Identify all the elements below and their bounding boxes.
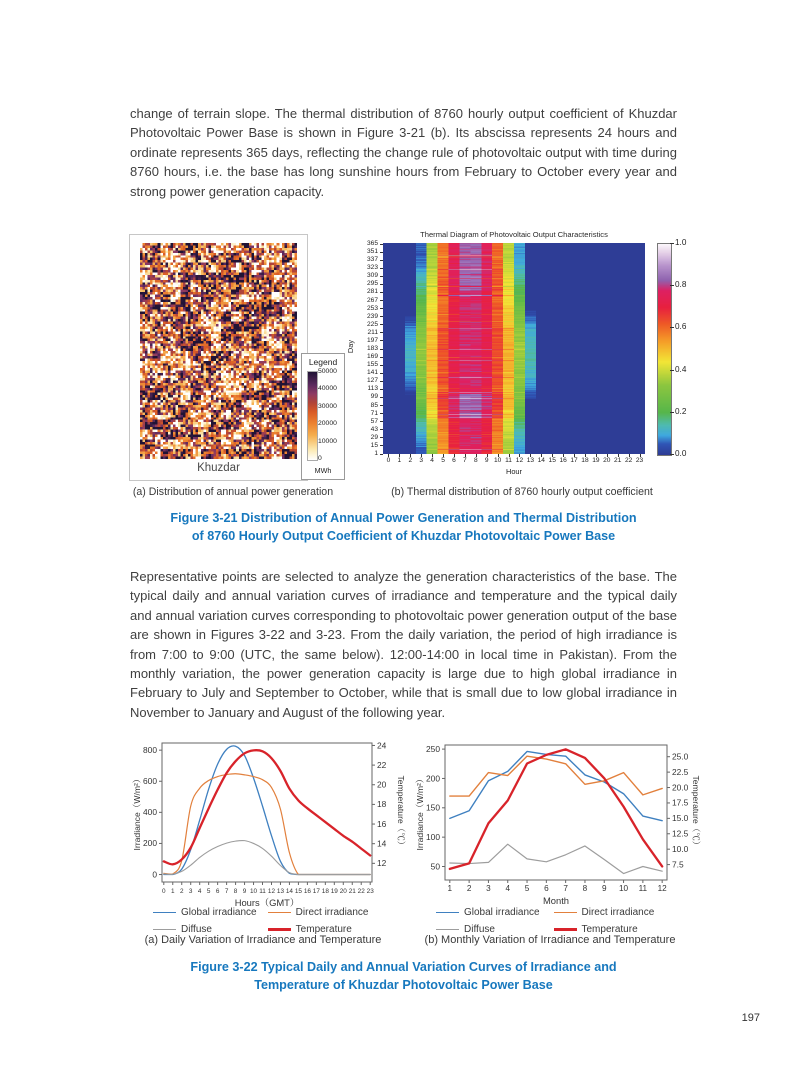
heatmap-colorbar-tick: 1.0 (675, 238, 687, 247)
x-tick-label: 8 (582, 884, 588, 893)
heatmap-x-tickmark (421, 454, 422, 457)
paragraph-representative-points: Representative points are selected to analyze the generation characteristics of the base. The typical daily and annual variation curves of irradiance and temperature and the typical daily and annual variation curves corresponding to photovoltaic power generation output of the base are shown in Figures 3-22 and 3-23. From the daily variation, the period of high irradiance is from 7:00 to 9:00 (UTC, the same below). 12:00-14:00 in local time in Pakistan). From the monthly variation, the power generation capacity is large due to high global irradiance in February to July and September to October, while that is small due to low global irradiance in November to January and August of the following year. (130, 569, 677, 720)
right-tick-label: 12 (377, 858, 387, 869)
heatmap-y-tick: 197 (366, 336, 378, 344)
legend-label: Direct irradiance (295, 907, 369, 918)
map-legend (301, 353, 345, 480)
heatmap-y-tickmark (380, 308, 383, 309)
heatmap-x-tickmark (519, 454, 520, 457)
x-tick-label: 12 (267, 888, 276, 895)
legend-swatch (436, 912, 459, 914)
heatmap-x-tick: 18 (581, 457, 589, 464)
monthly-variation-chart (413, 735, 701, 907)
x-tick-label: 15 (294, 888, 302, 895)
heatmap-y-tickmark (380, 373, 383, 374)
x-tick-label: 4 (505, 884, 511, 893)
heatmap-y-tickmark (380, 332, 383, 333)
right-tick-label: 15.0 (672, 813, 689, 824)
x-tick-label: 2 (179, 888, 184, 895)
left-tick-label: 400 (143, 807, 157, 818)
paragraph-terrain-slope: change of terrain slope. The thermal distribution of 8760 hourly output coefficient of Khuzdar Photovoltaic Power Base is shown in Figure 3-21 (b). Its abscissa represents 24 hours and ordinate represents 365 days, reflecting the change rule of photovoltaic output with time during 8760 hours, i.e. the base has long sunshine hours from February to October every year and strong power generation capacity. (130, 106, 677, 199)
subcaption-b-fig321: (b) Thermal distribution of 8760 hourly output coefficient (391, 486, 653, 498)
legend-item-global-irradiance (153, 907, 268, 918)
heatmap-x-tickmark (410, 454, 411, 457)
left-axis-label: Irradiance（W/m²） (415, 774, 425, 851)
heatmap-x-tick: 3 (419, 457, 424, 464)
heatmap-y-tickmark (380, 324, 383, 325)
heatmap-colorbar (657, 243, 672, 456)
x-tick-label: 10 (619, 884, 629, 893)
heatmap-y-tick: 57 (370, 417, 378, 425)
heatmap-y-tickmark (380, 349, 383, 350)
heatmap-x-tick: 8 (473, 457, 478, 464)
annual-generation-map-panel (129, 234, 308, 481)
heatmap-x-tickmark (465, 454, 466, 457)
x-tick-label: 21 (348, 888, 356, 895)
x-tick-label: 12 (657, 884, 667, 893)
x-tick-label: 14 (285, 888, 293, 895)
heatmap-x-tick: 19 (592, 457, 600, 464)
left-tick-label: 200 (143, 838, 157, 849)
heatmap-y-tickmark (380, 429, 383, 430)
figure-3-22-caption (130, 958, 677, 994)
heatmap-y-tickmark (380, 268, 383, 269)
legend-label: Direct irradiance (581, 907, 655, 918)
series-temperature (450, 749, 662, 869)
heatmap-y-tick: 323 (366, 264, 378, 272)
series-temperature (164, 750, 370, 864)
legend-item-direct-irradiance (554, 907, 687, 918)
heatmap-y-tickmark (380, 437, 383, 438)
heatmap-y-tickmark (380, 405, 383, 406)
x-tick-label: 3 (188, 888, 193, 895)
x-tick-label: 3 (486, 884, 491, 893)
right-tick-label: 20.0 (672, 782, 689, 793)
figure-3-21-caption (130, 509, 677, 545)
x-axis-label: Month (542, 895, 570, 906)
heatmap-colorbar-tick: 0.4 (675, 364, 687, 374)
heatmap-colorbar-tick: 0.6 (675, 322, 687, 332)
left-tick-label: 250 (426, 743, 440, 754)
heatmap-x-tick: 20 (603, 457, 611, 464)
series-diffuse (164, 840, 370, 874)
x-tick-label: 4 (197, 888, 202, 895)
daily-variation-chart (132, 735, 406, 908)
output-coefficient-heatmap (383, 243, 645, 454)
right-tick-label: 22.5 (672, 766, 689, 777)
heatmap-y-tick: 295 (366, 280, 378, 288)
heatmap-y-axis-label: Day (346, 339, 356, 354)
series-global-irradiance (164, 746, 370, 875)
heatmap-y-tick: 71 (370, 409, 378, 417)
right-tick-label: 14 (377, 838, 387, 849)
heatmap-x-tick: 11 (505, 457, 512, 464)
heatmap-x-tick: 13 (526, 457, 535, 464)
left-tick-label: 150 (426, 802, 440, 813)
subcaption-b-fig322: (b) Monthly Variation of Irradiance and Temperature (424, 934, 676, 946)
right-axis-label: Temperature（℃） (396, 775, 406, 850)
subcaption-a-fig322: (a) Daily Variation of Irradiance and Temperature (144, 934, 382, 946)
heatmap-y-tick: 127 (366, 377, 378, 385)
heatmap-x-tick: 10 (493, 457, 502, 464)
heatmap-y-tickmark (380, 300, 383, 301)
map-legend-tick: 0 (318, 455, 322, 462)
x-tick-label: 7 (563, 884, 568, 893)
heatmap-y-tick: 141 (366, 369, 378, 377)
x-tick-label: 11 (638, 884, 648, 893)
x-tick-label: 23 (366, 888, 374, 895)
map-legend-tick: 20000 (318, 420, 337, 428)
heatmap-y-tickmark (380, 381, 383, 382)
heatmap-y-tick: 239 (366, 312, 378, 320)
heatmap-y-tick: 183 (366, 345, 378, 352)
heatmap-title: Thermal Diagram of Photovoltaic Output Characteristics (420, 230, 608, 239)
heatmap-x-tickmark (443, 454, 444, 457)
legend-swatch (153, 929, 176, 931)
heatmap-y-tickmark (380, 397, 383, 398)
right-tick-label: 12.5 (672, 828, 689, 839)
heatmap-x-tick: 16 (559, 457, 567, 464)
x-tick-label: 17 (312, 888, 320, 895)
heatmap-y-tick: 155 (366, 361, 378, 369)
x-tick-label: 22 (357, 888, 365, 895)
heatmap-x-tickmark (574, 454, 575, 457)
heatmap-x-tickmark (454, 454, 455, 457)
legend-swatch (153, 912, 176, 914)
right-tick-label: 25.0 (672, 751, 689, 762)
x-tick-label: 9 (242, 888, 247, 895)
heatmap-x-tick: 1 (397, 457, 402, 464)
left-tick-label: 800 (143, 744, 157, 755)
heatmap-y-tickmark (380, 252, 383, 253)
heatmap-x-tick: 4 (430, 457, 434, 464)
heatmap-y-tickmark (380, 276, 383, 277)
legend-swatch (268, 912, 291, 914)
heatmap-colorbar-tick: 0.0 (675, 449, 687, 458)
heatmap-y-tickmark (380, 316, 383, 317)
x-tick-label: 6 (215, 888, 220, 895)
heatmap-y-tick: 267 (366, 296, 378, 304)
legend-item-global-irradiance (436, 907, 554, 918)
heatmap-colorbar-tickmark (670, 327, 674, 328)
heatmap-x-tick: 15 (548, 457, 556, 464)
heatmap-y-tickmark (380, 292, 383, 293)
heatmap-x-tick: 23 (635, 457, 644, 464)
map-legend-tick: 50000 (318, 368, 337, 375)
heatmap-y-tickmark (380, 413, 383, 414)
heatmap-y-tickmark (380, 454, 383, 455)
figure-3-22-caption-line2: Temperature of Khuzdar Photovoltaic Power Base (254, 978, 553, 992)
heatmap-x-tickmark (487, 454, 488, 457)
heatmap-colorbar-tickmark (670, 412, 674, 413)
right-tick-label: 16 (377, 818, 387, 829)
heatmap-x-tickmark (476, 454, 477, 457)
x-tick-label: 8 (233, 888, 238, 895)
heatmap-y-tick: 99 (370, 393, 378, 401)
x-tick-label: 9 (601, 884, 607, 893)
heatmap-y-tick: 365 (366, 240, 378, 247)
legend-label: Diffuse (181, 924, 212, 935)
x-tick-label: 13 (276, 888, 285, 895)
left-tick-label: 100 (426, 831, 440, 842)
x-axis-label: Hours（GMT） (234, 897, 300, 908)
annual-generation-map (140, 243, 297, 459)
right-tick-label: 17.5 (672, 797, 689, 808)
heatmap-colorbar-tickmark (670, 370, 674, 371)
page-number: 197 (741, 1012, 760, 1024)
heatmap-x-tickmark (607, 454, 608, 457)
x-tick-label: 5 (524, 884, 530, 893)
map-legend-title: Legend (308, 357, 338, 367)
legend-swatch (436, 929, 459, 931)
heatmap-y-tickmark (380, 357, 383, 358)
legend-swatch (554, 928, 577, 931)
heatmap-x-tickmark (563, 454, 564, 457)
heatmap-x-axis-label: Hour (505, 467, 523, 476)
map-legend-tick: 30000 (318, 402, 337, 410)
heatmap-y-tickmark (380, 445, 383, 446)
heatmap-y-tick: 113 (367, 385, 378, 393)
left-tick-label: 0 (152, 869, 157, 880)
heatmap-y-tickmark (380, 421, 383, 422)
heatmap-colorbar-tickmark (670, 454, 674, 455)
left-tick-label: 200 (426, 773, 440, 784)
legend-label: Diffuse (464, 924, 495, 935)
x-tick-label: 7 (224, 888, 229, 895)
heatmap-y-tick: 309 (366, 272, 378, 280)
heatmap-x-tickmark (541, 454, 542, 457)
heatmap-y-tick: 225 (366, 320, 378, 328)
heatmap-colorbar-tickmark (670, 285, 674, 286)
legend-label: Global irradiance (464, 907, 540, 918)
right-tick-label: 22 (377, 759, 387, 770)
daily-chart-legend (153, 907, 397, 935)
left-tick-label: 600 (143, 776, 157, 787)
x-tick-label: 6 (544, 884, 549, 893)
heatmap-x-tick: 7 (463, 457, 467, 464)
heatmap-x-tick: 14 (537, 457, 545, 464)
heatmap-y-tick: 169 (366, 353, 378, 361)
heatmap-x-tick: 21 (614, 457, 622, 464)
heatmap-colorbar-tickmark (670, 243, 674, 244)
heatmap-y-tick: 211 (367, 328, 378, 336)
heatmap-x-tick: 0 (386, 457, 391, 464)
map-legend-tick: 10000 (318, 437, 337, 445)
heatmap-y-tickmark (380, 365, 383, 366)
x-tick-label: 16 (303, 888, 311, 895)
heatmap-x-tick: 22 (624, 457, 633, 464)
heatmap-x-tickmark (388, 454, 389, 457)
heatmap-x-tickmark (596, 454, 597, 457)
heatmap-y-tick: 281 (366, 288, 378, 296)
legend-swatch (554, 912, 577, 914)
heatmap-y-tick: 337 (366, 256, 378, 264)
heatmap-x-tickmark (498, 454, 499, 457)
legend-item-direct-irradiance (268, 907, 397, 918)
monthly-chart-legend (436, 907, 686, 935)
x-tick-label: 1 (170, 888, 175, 895)
right-axis-label: Temperature（℃） (691, 775, 701, 850)
heatmap-colorbar-tick: 0.8 (675, 280, 687, 290)
x-tick-label: 19 (330, 888, 338, 895)
map-legend-tick: 40000 (318, 385, 337, 393)
heatmap-y-tickmark (380, 244, 383, 245)
heatmap-y-tickmark (380, 284, 383, 285)
heatmap-y-tickmark (380, 260, 383, 261)
heatmap-x-tick: 2 (408, 457, 413, 464)
heatmap-y-tick: 43 (370, 425, 378, 433)
series-diffuse (450, 844, 662, 873)
legend-label: Global irradiance (181, 907, 257, 918)
right-tick-label: 18 (377, 799, 387, 810)
legend-label: Temperature (295, 924, 352, 935)
x-tick-label: 5 (206, 888, 211, 895)
heatmap-x-tick: 17 (570, 457, 578, 464)
heatmap-y-tick: 15 (370, 441, 378, 449)
x-tick-label: 0 (162, 888, 166, 895)
legend-label: Temperature (581, 924, 638, 935)
heatmap-x-tick: 6 (452, 457, 456, 464)
x-tick-label: 2 (466, 884, 472, 893)
x-tick-label: 18 (321, 888, 329, 895)
map-region-label: Khuzdar (197, 462, 240, 474)
figure-3-21-caption-line2: of 8760 Hourly Output Coefficient of Khuzdar Photovoltaic Power Base (191, 529, 616, 543)
heatmap-x-tick: 5 (441, 457, 445, 464)
heatmap-x-tickmark (509, 454, 510, 457)
heatmap-x-tickmark (552, 454, 553, 457)
heatmap-y-tick: 85 (370, 401, 378, 409)
subcaption-a-fig321: (a) Distribution of annual power generation (132, 486, 334, 498)
heatmap-x-tickmark (640, 454, 641, 457)
right-tick-label: 10.0 (672, 843, 689, 854)
x-tick-label: 11 (259, 888, 266, 895)
heatmap-colorbar-tick: 0.2 (675, 406, 687, 416)
heatmap-x-tickmark (432, 454, 433, 457)
right-tick-label: 20 (377, 779, 387, 790)
heatmap-y-tickmark (380, 389, 383, 390)
map-legend-unit: MWh (314, 466, 332, 475)
heatmap-y-tick: 29 (370, 433, 378, 441)
heatmap-y-tick: 351 (366, 248, 378, 256)
heatmap-x-tick: 9 (484, 457, 489, 464)
series-direct-irradiance (164, 774, 370, 875)
right-tick-label: 24 (377, 740, 387, 751)
right-tick-label: 7.5 (672, 859, 684, 870)
left-tick-label: 50 (430, 861, 440, 872)
heatmap-y-tick: 253 (366, 304, 378, 312)
figure-3-21-caption-line1: Figure 3-21 Distribution of Annual Power Generation and Thermal Distribution (170, 511, 637, 525)
x-tick-label: 10 (249, 888, 258, 895)
x-tick-label: 1 (447, 884, 453, 893)
heatmap-x-tickmark (629, 454, 630, 457)
heatmap-y-tickmark (380, 340, 383, 341)
heatmap-x-tickmark (399, 454, 400, 457)
left-axis-label: Irradiance（W/m²） (132, 774, 142, 851)
plot-frame (162, 743, 372, 882)
legend-swatch (268, 928, 291, 931)
plot-frame (445, 745, 667, 880)
heatmap-y-tick: 1 (374, 450, 378, 457)
figure-3-22-caption-line1: Figure 3-22 Typical Daily and Annual Variation Curves of Irradiance and (190, 960, 617, 974)
x-tick-label: 20 (339, 888, 347, 895)
heatmap-x-tickmark (618, 454, 619, 457)
heatmap-x-tickmark (530, 454, 531, 457)
heatmap-x-tickmark (585, 454, 586, 457)
map-legend-colorbar (307, 371, 318, 461)
heatmap-x-tick: 12 (515, 457, 524, 464)
